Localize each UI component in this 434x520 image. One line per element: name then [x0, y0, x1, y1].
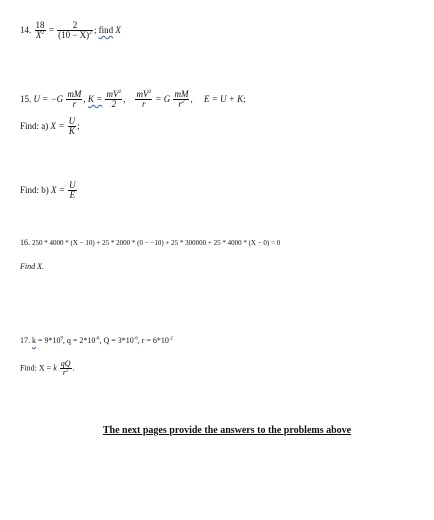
numerator: mM [174, 89, 189, 99]
equals-sign: = [48, 25, 54, 35]
x-lhs: X = [51, 185, 65, 195]
problem-17 [20, 336, 173, 345]
numerator: 2 [57, 21, 93, 31]
find-label: Find: b) [20, 185, 49, 195]
exponent: -6 [133, 336, 138, 342]
denominator: K [68, 126, 75, 137]
fraction-mM-r [66, 90, 82, 110]
problem-15-find-a [20, 117, 80, 137]
denominator: r [72, 99, 77, 110]
r-value: , r = 6*10 [137, 336, 169, 345]
fraction-rhs [57, 21, 93, 41]
denominator: X [35, 30, 42, 41]
gravity-equals: = G [155, 94, 171, 104]
answers-note: The next pages provide the answers to the problems above [102, 425, 352, 436]
exponent: 2 [181, 99, 185, 106]
target-variable: X [115, 25, 121, 35]
total-energy-equation: E = U + K [203, 94, 244, 104]
exponent: -6 [95, 336, 100, 342]
separator: , [83, 94, 86, 104]
find-label: Find: X = [20, 363, 52, 373]
fraction-mv2-2 [105, 90, 122, 110]
equation: 250 * 4000 * (X − 10) + 25 * 2000 * (0 − −10) + 25 * 300000 + 25 * 4000 * (X − 0) = 0 [32, 239, 281, 247]
separator: ; [77, 121, 80, 131]
problem-number: 14. [20, 25, 32, 35]
x-lhs: X = [50, 121, 65, 131]
separator: , [190, 94, 193, 104]
problem-number: 16. [20, 238, 30, 247]
kinetic-energy-lhs: K = [87, 94, 103, 104]
numerator: U [69, 180, 76, 190]
exponent: 9 [60, 336, 63, 342]
find-label: Find X. [20, 262, 44, 271]
separator: . [72, 363, 75, 373]
Q-value: , Q = 3*10 [99, 336, 134, 345]
fraction-mM-r2 [173, 90, 189, 110]
fraction-lhs [35, 21, 46, 41]
numerator: qQ [60, 359, 71, 368]
denominator: r [62, 368, 66, 378]
problem-16 [20, 238, 280, 247]
denominator: 2 [111, 99, 117, 110]
k-variable: k [32, 336, 36, 345]
separator: ; [93, 25, 97, 35]
problem-16-find [20, 262, 44, 271]
fraction-U-K [68, 117, 77, 137]
numerator: 18 [35, 20, 45, 30]
potential-energy-lhs: U = −G [33, 94, 64, 104]
fraction-qQ-r2 [60, 360, 72, 378]
fraction-U-E [68, 181, 77, 201]
numerator: mV [136, 89, 149, 99]
problem-17-find [20, 360, 75, 378]
denominator: r [178, 99, 182, 110]
problem-number: 15. [20, 94, 32, 104]
problem-15 [20, 90, 246, 110]
k-variable: k [53, 363, 57, 373]
fraction-mv2-r [135, 90, 152, 110]
find-word: find [98, 25, 114, 35]
problem-number: 17. [20, 336, 30, 345]
numerator: U [68, 116, 76, 126]
denominator: E [69, 190, 76, 201]
exponent: -2 [168, 336, 173, 342]
problem-15-find-b [20, 181, 78, 201]
numerator: mM [67, 89, 82, 99]
separator: ; [243, 94, 246, 104]
k-value: = 9*10 [36, 336, 61, 345]
denominator: (10 − X) [58, 30, 90, 41]
separator: , [123, 94, 126, 104]
exponent: 2 [41, 30, 45, 37]
exponent: 2 [118, 89, 122, 95]
exponent: 2 [89, 30, 92, 37]
numerator: mV [106, 89, 119, 99]
denominator: r [142, 99, 146, 110]
problem-14 [20, 21, 121, 41]
exponent: 2 [66, 368, 69, 374]
exponent: 2 [148, 89, 152, 95]
q-value: , q = 2*10 [62, 336, 96, 345]
find-label: Find: a) [20, 121, 49, 131]
